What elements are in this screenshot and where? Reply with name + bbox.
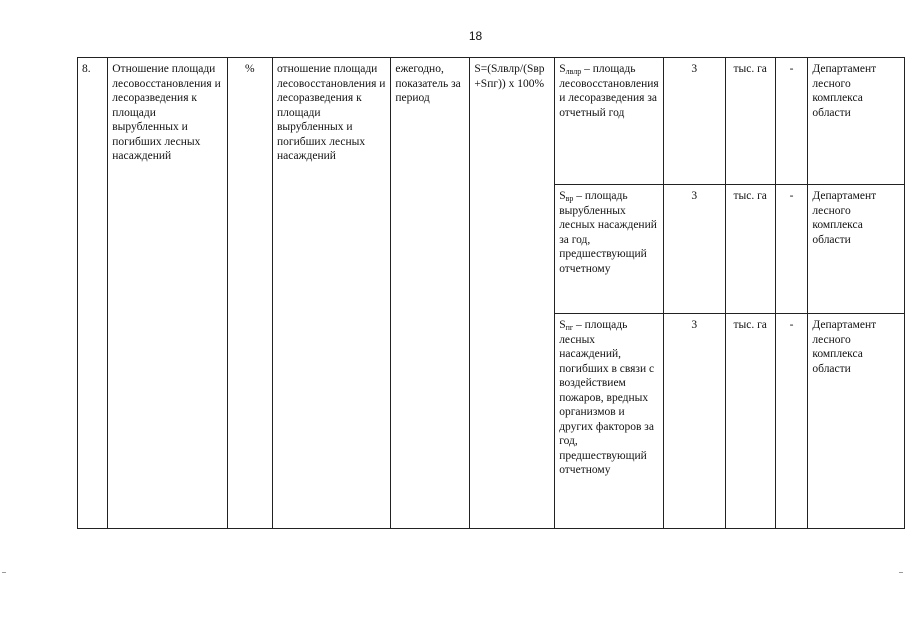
- component-text: – площадь вырубленных лесных насаждений за год, предшествующий отчетному: [559, 190, 657, 275]
- component-source-code: 3: [663, 58, 725, 185]
- component-unit: тыс. га: [725, 314, 775, 529]
- component-unit: тыс. га: [725, 185, 775, 314]
- component-text: – площадь лесовосстановления и лесоразведения за отчетный год: [559, 63, 659, 119]
- row-number: 8.: [78, 58, 108, 529]
- component-symbol: S: [559, 319, 566, 331]
- indicator-unit: %: [227, 58, 272, 529]
- component-description: [555, 314, 663, 529]
- component-subscript: пг: [565, 323, 574, 332]
- component-responsible: Департамент лесного комплекса области: [808, 314, 905, 529]
- component-source-code: 3: [663, 185, 725, 314]
- indicator-table: [77, 57, 905, 529]
- component-subscript: лвлр: [565, 67, 582, 76]
- indicator-periodicity: ежегодно, показатель за период: [391, 58, 470, 529]
- component-note: -: [775, 58, 808, 185]
- indicator-name: Отношение площади лесовосстановления и лесоразведения к площади вырубленных и погибших лесных насаждений: [108, 58, 227, 529]
- component-description: [555, 185, 663, 314]
- component-source-code: 3: [663, 314, 725, 529]
- scan-mark: [2, 572, 6, 573]
- scan-mark: [899, 572, 903, 573]
- page-number: 18: [468, 29, 483, 43]
- component-responsible: Департамент лесного комплекса области: [808, 185, 905, 314]
- component-note: -: [775, 314, 808, 529]
- component-unit: тыс. га: [725, 58, 775, 185]
- component-responsible: Департамент лесного комплекса области: [808, 58, 905, 185]
- component-note: -: [775, 185, 808, 314]
- component-description: [555, 58, 663, 185]
- component-symbol: S: [559, 63, 566, 75]
- component-subscript: вр: [565, 194, 574, 203]
- component-symbol: S: [559, 190, 566, 202]
- indicator-formula: S=(Sлвлр/(Sвр +Sпг)) х 100%: [470, 58, 555, 529]
- indicator-definition: отношение площади лесовосстановления и лесоразведения к площади вырубленных и погибших лесных насаждений: [272, 58, 390, 529]
- component-text: – площадь лесных насаждений, погибших в связи с воздействием пожаров, вредных организмов и других факторов за год, предшествующий отчетному: [559, 319, 655, 476]
- table-row: [78, 58, 905, 185]
